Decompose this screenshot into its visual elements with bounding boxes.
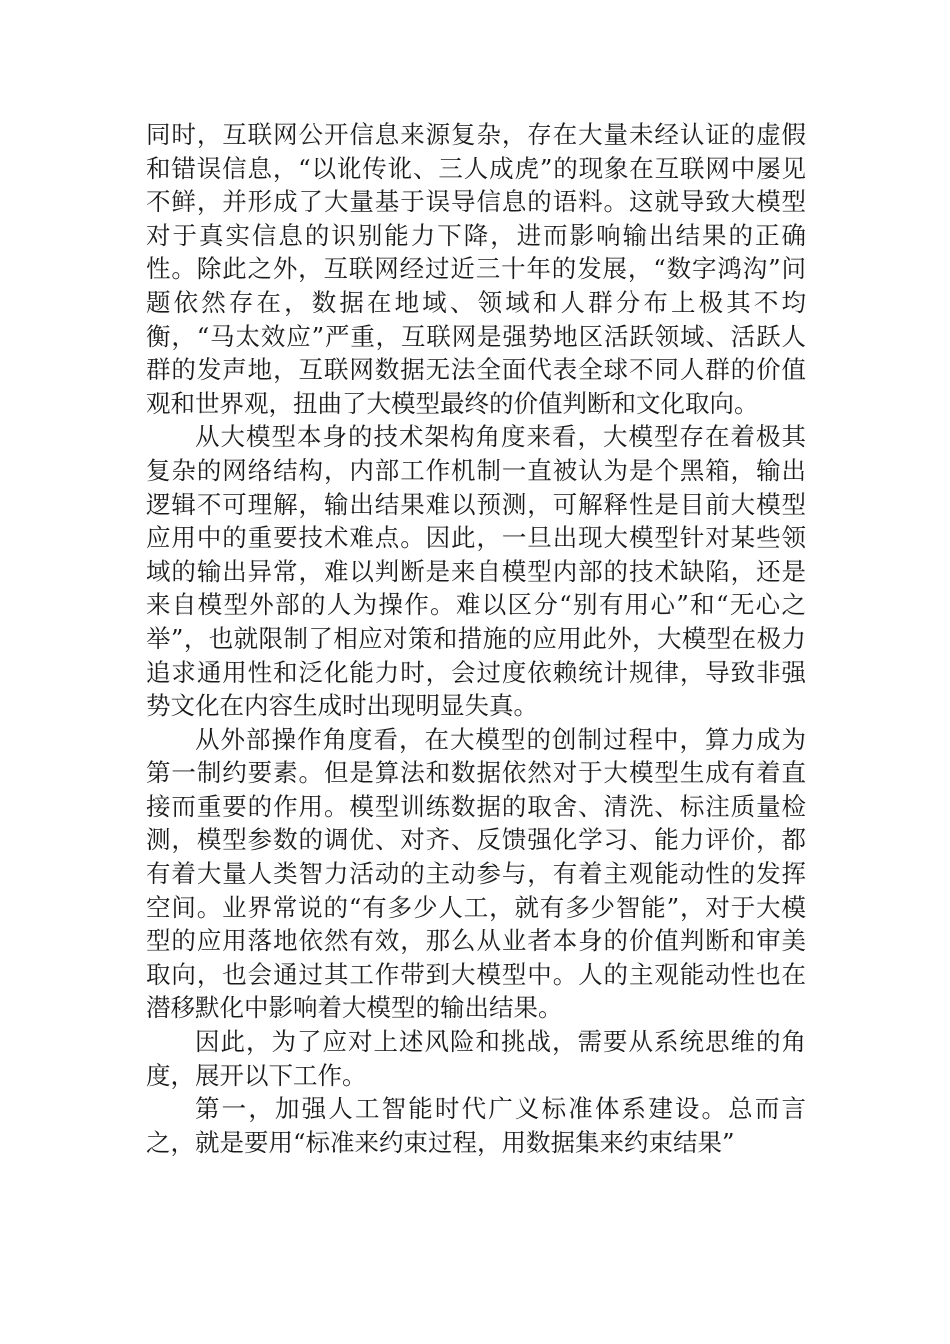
paragraph-5: 第一，加强人工智能时代广义标准体系建设。总而言之，就是要用“标准来约束过程，用数据集来约束结果”: [146, 1094, 806, 1157]
paragraph-2: 从大模型本身的技术架构角度来看，大模型存在着极其复杂的网络结构，内部工作机制一直被认为是个黑箱，输出逻辑不可理解，输出结果难以预测，可解释性是目前大模型应用中的重要技术难点。因此，一旦出现大模型针对某些领域的输出异常，难以判断是来自模型内部的技术缺陷，还是来自模型外部的人为操作。难以区分“别有用心”和“无心之举”，也就限制了相应对策和措施的应用此外，大模型在极力追求通用性和泛化能力时，会过度依赖统计规律，导致非强势文化在内容生成时出现明显失真。: [146, 422, 806, 721]
paragraph-3: 从外部操作角度看，在大模型的创制过程中，算力成为第一制约要素。但是算法和数据依然对于大模型生成有着直接而重要的作用。模型训练数据的取舍、清洗、标注质量检测，模型参数的调优、对齐、反馈强化学习、能力评价，都有着大量人类智力活动的主动参与，有着主观能动性的发挥空间。业界常说的“有多少人工，就有多少智能”，对于大模型的应用落地依然有效，那么从业者本身的价值判断和审美取向，也会通过其工作带到大模型中。人的主观能动性也在潜移默化中影响着大模型的输出结果。: [146, 724, 806, 1023]
paragraph-1: 同时，互联网公开信息来源复杂，存在大量未经认证的虚假和错误信息，“以讹传讹、三人成虎”的现象在互联网中屡见不鲜，并形成了大量基于误导信息的语料。这就导致大模型对于真实信息的识别能力下降，进而影响输出结果的正确性。除此之外，互联网经过近三十年的发展，“数字鸿沟”问题依然存在，数据在地域、领域和人群分布上极其不均衡，“马太效应”严重，互联网是强势地区活跃领域、活跃人群的发声地，互联网数据无法全面代表全球不同人群的价值观和世界观，扭曲了大模型最终的价值判断和文化取向。: [146, 120, 806, 418]
document-body: [146, 118, 806, 1159]
paragraph-4: 因此，为了应对上述风险和挑战，需要从系统思维的角度，展开以下工作。: [146, 1027, 806, 1090]
